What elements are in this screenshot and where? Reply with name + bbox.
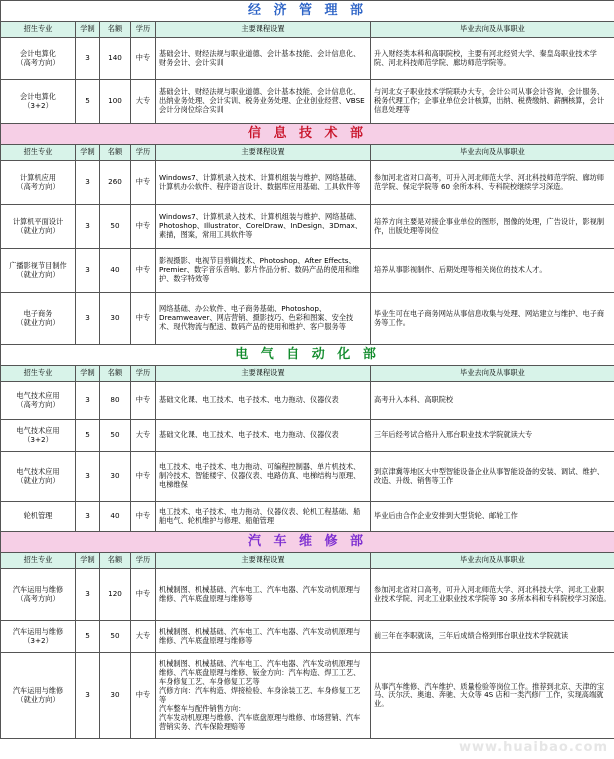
major-cell: 汽车运用与维修 （3+2） bbox=[1, 621, 76, 653]
major-cell: 轮机管理 bbox=[1, 502, 76, 532]
column-header-row bbox=[1, 366, 614, 382]
years-cell: 3 bbox=[76, 569, 100, 621]
degree-cell: 大专 bbox=[131, 621, 156, 653]
degree-cell: 中专 bbox=[131, 293, 156, 345]
courses-cell: 电工技术、电子技术、电力拖动、可编程控制器、单片机技术、制冷技术、智能楼宇、仪器仪表、电路仿真、电梯结构与原理、电梯维保 bbox=[156, 452, 371, 502]
department-title-row bbox=[1, 532, 614, 553]
table-row bbox=[1, 420, 614, 452]
courses-cell: 基础文化课、电工技术、电子技术、电力拖动、仪器仪表 bbox=[156, 420, 371, 452]
quota-cell: 30 bbox=[100, 653, 131, 739]
column-header: 主要课程设置 bbox=[156, 22, 371, 38]
courses-cell: 电工技术、电子技术、电力拖动、仪器仪表、轮机工程基础、船舶电气、轮机维护与修理、船舶管理 bbox=[156, 502, 371, 532]
major-cell: 电子商务 （就业方向） bbox=[1, 293, 76, 345]
degree-cell: 中专 bbox=[131, 452, 156, 502]
years-cell: 3 bbox=[76, 293, 100, 345]
quota-cell: 50 bbox=[100, 205, 131, 249]
column-header: 名额 bbox=[100, 366, 131, 382]
department-title-row bbox=[1, 345, 614, 366]
column-header: 毕业去向及从事职业 bbox=[371, 553, 614, 569]
years-cell: 3 bbox=[76, 653, 100, 739]
department-title-row bbox=[1, 1, 614, 22]
major-cell: 会计电算化 （高考方向） bbox=[1, 38, 76, 80]
table-row bbox=[1, 161, 614, 205]
years-cell: 3 bbox=[76, 161, 100, 205]
degree-cell: 中专 bbox=[131, 569, 156, 621]
table-row bbox=[1, 38, 614, 80]
table-row bbox=[1, 293, 614, 345]
table-row bbox=[1, 205, 614, 249]
column-header-row bbox=[1, 145, 614, 161]
column-header: 主要课程设置 bbox=[156, 366, 371, 382]
degree-cell: 中专 bbox=[131, 502, 156, 532]
years-cell: 5 bbox=[76, 420, 100, 452]
years-cell: 3 bbox=[76, 452, 100, 502]
major-cell: 广播影视节目制作 （就业方向） bbox=[1, 249, 76, 293]
column-header: 名额 bbox=[100, 553, 131, 569]
department-title: 汽 车 维 修 部 bbox=[1, 532, 614, 553]
column-header: 招生专业 bbox=[1, 145, 76, 161]
major-cell: 计算机应用 （高考方向） bbox=[1, 161, 76, 205]
courses-cell: 影视摄影、电视节目剪辑技术、Photoshop、After Effects、Premier、数字音乐音响、影片作品分析、数码产品的使用和维护、数字特效等 bbox=[156, 249, 371, 293]
courses-cell: Windows7、计算机录入技术、计算机组装与维护、网络基础、计算机办公软件、程序语言设计、数据库应用基础、工具软件等 bbox=[156, 161, 371, 205]
column-header: 毕业去向及从事职业 bbox=[371, 145, 614, 161]
quota-cell: 40 bbox=[100, 502, 131, 532]
quota-cell: 260 bbox=[100, 161, 131, 205]
table-row bbox=[1, 452, 614, 502]
table-row bbox=[1, 569, 614, 621]
department-title-row bbox=[1, 124, 614, 145]
degree-cell: 中专 bbox=[131, 382, 156, 420]
column-header: 学历 bbox=[131, 145, 156, 161]
major-cell: 汽车运用与维修 （高考方向） bbox=[1, 569, 76, 621]
career-cell: 参加河北省对口高考，可升入河北师范大学、河北科技师范学院、廊坊师范学院、保定学院等 60 余所本科、专科院校继续学习深造。 bbox=[371, 161, 614, 205]
degree-cell: 中专 bbox=[131, 38, 156, 80]
years-cell: 3 bbox=[76, 502, 100, 532]
column-header: 毕业去向及从事职业 bbox=[371, 366, 614, 382]
quota-cell: 120 bbox=[100, 569, 131, 621]
column-header: 学制 bbox=[76, 553, 100, 569]
major-cell: 电气技术应用 （3+2） bbox=[1, 420, 76, 452]
years-cell: 3 bbox=[76, 38, 100, 80]
quota-cell: 50 bbox=[100, 621, 131, 653]
career-cell: 高考升入本科、高职院校 bbox=[371, 382, 614, 420]
quota-cell: 30 bbox=[100, 293, 131, 345]
courses-cell: 机械制图、机械基础、汽车电工、汽车电器、汽车发动机原理与维修、汽车底盘原理与维修、钣金方向：汽车构造、焊工工艺、车身修复工艺、车身修复工艺等 汽修方向：汽车构造、焊接检验、车身涂装工艺、车身修复工艺等 汽车整车与配件销售方向： 汽车发动机原理与维修、汽车底盘原理与维修、市场营销、汽车营销实务、汽车保险理赔等 bbox=[156, 653, 371, 739]
quota-cell: 100 bbox=[100, 80, 131, 124]
quota-cell: 140 bbox=[100, 38, 131, 80]
degree-cell: 中专 bbox=[131, 249, 156, 293]
column-header: 名额 bbox=[100, 145, 131, 161]
column-header: 招生专业 bbox=[1, 22, 76, 38]
career-cell: 与河北女子职业技术学院联办大专，会计公司从事会计咨询、会计服务、税务代理工作；企事业单位会计核算，出纳、税费缴纳、薪酬核算，会计信息处理等 bbox=[371, 80, 614, 124]
courses-cell: 网络基础、办公软件、电子商务基础、Photoshop、Dreamweaver、网店营销、摄影技巧、色彩和图案、安全技术、现代物流与配送、数码产品的使用和维护、客户服务等 bbox=[156, 293, 371, 345]
years-cell: 3 bbox=[76, 382, 100, 420]
career-cell: 升入财经类本科和高职院校，主要有河北经贸大学、秦皇岛职业技术学院、河北科技师范学院、廊坊师范学院等。 bbox=[371, 38, 614, 80]
career-cell: 从事汽车维修、汽车维护、质量检验等岗位工作。推荐到北京、天津的宝马、沃尔沃、奥迪、奔驰、大众等 4S 店和一类汽修厂工作，实现高端就业。 bbox=[371, 653, 614, 739]
career-cell: 参加河北省对口高考，可升入河北师范大学、河北科技大学、河北工业职业技术学院、河北工业职业技术学院等 30 多所本科和专科院校学习深造。 bbox=[371, 569, 614, 621]
column-header-row bbox=[1, 553, 614, 569]
table-row bbox=[1, 80, 614, 124]
column-header: 学制 bbox=[76, 145, 100, 161]
courses-cell: 基础文化课、电工技术、电子技术、电力拖动、仪器仪表 bbox=[156, 382, 371, 420]
table-row bbox=[1, 249, 614, 293]
degree-cell: 大专 bbox=[131, 80, 156, 124]
years-cell: 3 bbox=[76, 249, 100, 293]
degree-cell: 中专 bbox=[131, 653, 156, 739]
column-header: 学制 bbox=[76, 22, 100, 38]
quota-cell: 40 bbox=[100, 249, 131, 293]
major-cell: 汽车运用与维修 （就业方向） bbox=[1, 653, 76, 739]
degree-cell: 中专 bbox=[131, 161, 156, 205]
courses-cell: 基础会计、财经法规与职业道德、会计基本技能、会计信息化、财务会计、会计实训 bbox=[156, 38, 371, 80]
column-header-row bbox=[1, 22, 614, 38]
career-cell: 三年后经考试合格升入邢台职业技术学院就读大专 bbox=[371, 420, 614, 452]
degree-cell: 大专 bbox=[131, 420, 156, 452]
courses-cell: Windows7、计算机录入技术、计算机组装与维护、网络基础、Photoshop、Illustrator、CorelDraw、InDesign、3Dmax、素描，图案，常用工具软件等 bbox=[156, 205, 371, 249]
department-title: 电 气 自 动 化 部 bbox=[1, 345, 614, 366]
column-header: 学历 bbox=[131, 22, 156, 38]
department-title: 信 息 技 术 部 bbox=[1, 124, 614, 145]
table-row bbox=[1, 502, 614, 532]
column-header: 招生专业 bbox=[1, 553, 76, 569]
career-cell: 到京津冀等地区大中型智能设备企业从事智能设备的安装、调试、维护、改造、升级、销售等工作 bbox=[371, 452, 614, 502]
column-header: 毕业去向及从事职业 bbox=[371, 22, 614, 38]
major-cell: 会计电算化 （3+2） bbox=[1, 80, 76, 124]
column-header: 学制 bbox=[76, 366, 100, 382]
column-header: 名额 bbox=[100, 22, 131, 38]
column-header: 学历 bbox=[131, 553, 156, 569]
courses-cell: 基础会计、财经法规与职业道德、会计基本技能、会计信息化、出纳业务处理、会计实训、税务业务处理、企业创业经营、VBSE 会计分岗位综合实训 bbox=[156, 80, 371, 124]
table-row bbox=[1, 382, 614, 420]
column-header: 招生专业 bbox=[1, 366, 76, 382]
major-cell: 计算机平面设计 （就业方向） bbox=[1, 205, 76, 249]
years-cell: 3 bbox=[76, 205, 100, 249]
column-header: 学历 bbox=[131, 366, 156, 382]
degree-cell: 中专 bbox=[131, 205, 156, 249]
career-cell: 前三年在李职就读，三年后成绩合格到邢台职业技术学院就读 bbox=[371, 621, 614, 653]
quota-cell: 50 bbox=[100, 420, 131, 452]
years-cell: 5 bbox=[76, 621, 100, 653]
courses-cell: 机械制图、机械基础、汽车电工、汽车电器、汽车发动机原理与维修、汽车底盘原理与维修等 bbox=[156, 569, 371, 621]
table-row bbox=[1, 653, 614, 739]
career-cell: 毕业后由合作企业安排到大型货轮、邮轮工作 bbox=[371, 502, 614, 532]
major-cell: 电气技术应用 （高考方向） bbox=[1, 382, 76, 420]
watermark-text: www.huaibao.com bbox=[458, 740, 608, 755]
quota-cell: 30 bbox=[100, 452, 131, 502]
table-row bbox=[1, 621, 614, 653]
column-header: 主要课程设置 bbox=[156, 553, 371, 569]
career-cell: 毕业生可在电子商务网站从事信息收集与处理、网站建立与维护、电子商务等工作。 bbox=[371, 293, 614, 345]
major-cell: 电气技术应用 （就业方向） bbox=[1, 452, 76, 502]
career-cell: 培养方向主要是对接企事业单位的图形，图像的处理，广告设计，影视制作，出版处理等岗位 bbox=[371, 205, 614, 249]
career-cell: 培养从事影视制作、后期处理等相关岗位的技术人才。 bbox=[371, 249, 614, 293]
years-cell: 5 bbox=[76, 80, 100, 124]
quota-cell: 80 bbox=[100, 382, 131, 420]
department-title: 经 济 管 理 部 bbox=[1, 1, 614, 22]
courses-cell: 机械制图、机械基础、汽车电工、汽车电器、汽车发动机原理与维修、汽车底盘原理与维修等 bbox=[156, 621, 371, 653]
column-header: 主要课程设置 bbox=[156, 145, 371, 161]
